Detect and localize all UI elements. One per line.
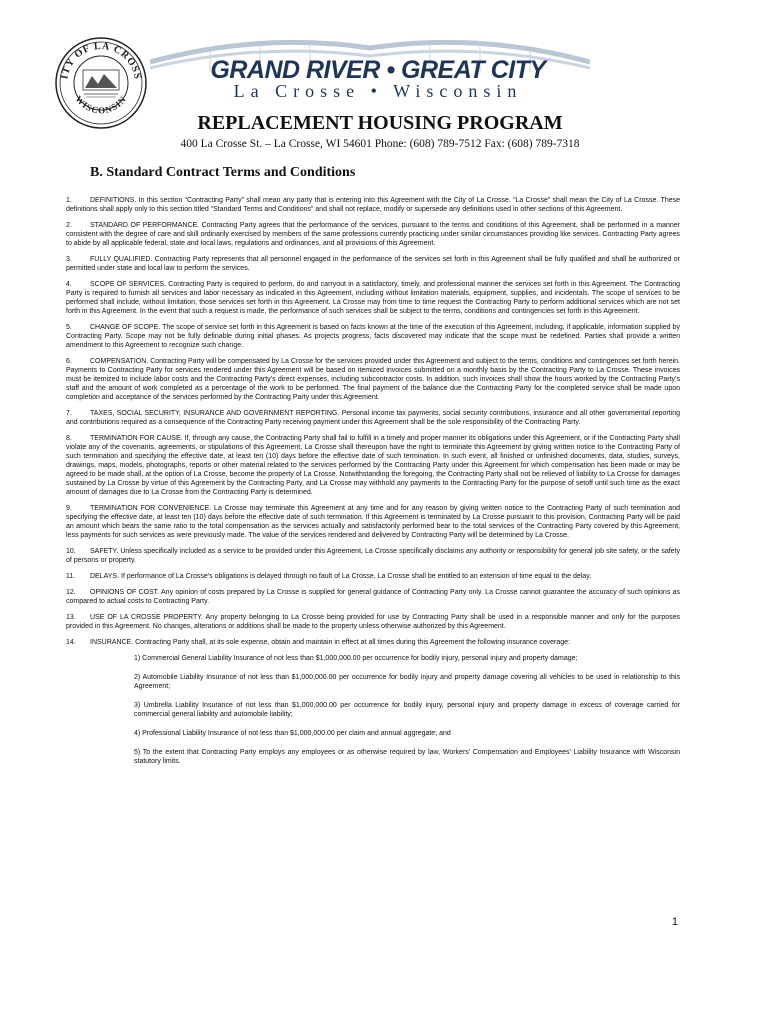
clause-text: DELAYS. If performance of La Crosse’s obligations is delayed through no fault of La Crosse, La Crosse shall be entitled to an extension of time equal to the delay. [90, 573, 592, 580]
contract-clause [66, 504, 680, 540]
clause-text: SAFETY. Unless specifically included as a service to be provided under this Agreement, La Crosse specifically disclaims any authority or responsibility for general job site safety, or the safety of persons or property. [66, 548, 680, 564]
contract-clause [66, 323, 680, 350]
clause-number: 12. [66, 589, 76, 596]
insurance-item: 5) To the extent that Contracting Party employs any employees or as otherwise required by law, Workers’ Compensation and Employees’ Liability Insurance with Wisconsin statutory limits. [134, 749, 680, 765]
seal-icon [54, 36, 148, 130]
clause-number: 13. [66, 614, 76, 621]
insurance-item: 3) Umbrella Liability Insurance of not less than $1,000,000.00 per occurrence for bodily injury, personal injury and property damage in excess of coverage carried for commercial general liability and automobile liability; [134, 702, 680, 718]
contract-clause [66, 572, 680, 581]
insurance-item: 2) Automobile Liability Insurance of not less than $1,000,000.00 per occurrence for bodily injury and property damage covering all vehicles to be used in relationship to this Agreement; [134, 674, 680, 690]
clause-number: 14. [66, 639, 76, 646]
clause-text: OPINIONS OF COST. Any opinion of costs prepared by La Crosse is supplied for general guidance of Contracting Party only. La Crosse cannot guarantee the accuracy of such opinions as compared to actual costs to Contracting Party. [66, 589, 680, 605]
contract-clause [66, 280, 680, 316]
clause-number: 9. [66, 505, 72, 512]
contract-clause [66, 357, 680, 402]
clause-number: 8. [66, 435, 72, 442]
clause-text: DEFINITIONS. In this section “Contracting Party” shall mean any party that is entering into this Agreement with the City of La Crosse. “La Crosse” shall mean the City of La Crosse. These definitions shall apply only to this section titled “Standard Terms and Conditions” and shall not replace, modify or supersede any definitions used in other sections of this Agreement. [66, 197, 680, 213]
clause-text: TAXES, SOCIAL SECURITY, INSURANCE AND GOVERNMENT REPORTING. Personal income tax payments, social security contributions, insurance and all other governmental reporting and contributions required as a consequence of the Contracting Party receiving payment under this Agreement shall be the sole responsibility of the Contracting Party. [66, 410, 680, 426]
contract-clause [66, 613, 680, 631]
clause-number: 6. [66, 358, 72, 365]
seal-bottom-text: WISCONSIN [73, 93, 129, 116]
clause-number: 1. [66, 197, 72, 204]
contract-terms [66, 196, 680, 776]
insurance-item: 1) Commercial General Liability Insurance of not less than $1,000,000.00 per occurrence for bodily injury, personal injury and property damage; [134, 655, 578, 662]
clause-number: 4. [66, 281, 72, 288]
contract-clause [66, 255, 680, 273]
contract-clause [66, 547, 680, 565]
clause-number: 11. [66, 573, 76, 580]
contract-clause [66, 434, 680, 497]
city-seal [54, 36, 148, 130]
contract-clause [66, 196, 680, 214]
clause-number: 5. [66, 324, 72, 331]
brand-subtitle: La Crosse • Wisconsin [233, 81, 523, 101]
brand-block [178, 56, 578, 100]
clause-text: TERMINATION FOR CAUSE. If, through any cause, the Contracting Party shall fail to fulfill in a timely and proper manner its obligations under this Agreement, or if the Contracting Party shall violate any of the covenants, agreements, or stipulations of this Agreement, La Crosse shall thereupon have the right to terminate this Agreement by giving written notice to the Contracting Party of such termination and specifying the effective date, at least ten (10) days before the effective date of such termination. In such event, all finished or unfinished documents, data, studies, surveys, drawings, maps, models, photographs, reports or other material related to the services performed by the Contracting Party under this Agreement for which compensation has been made or may be agreed to be made shall, at the option of La Crosse, become the property of La Crosse. Notwithstanding the foregoing, the Contracting Party shall not be relieved of liability to La Crosse for damages sustained by La Crosse by virtue of this Agreement by the Contracting Party, and La Crosse may withhold any payments to the Contracting Party for the purpose of setoff until such time as the exact amount of damages due to La Crosse from the Contracting Party is determined. [66, 435, 680, 496]
clause-number: 10. [66, 548, 76, 555]
insurance-item: 4) Professional Liability Insurance of not less than $1,000,000.00 per claim and annual aggregate; and [134, 730, 451, 737]
clause-text: INSURANCE. Contracting Party shall, at its sole expense, obtain and maintain in effect at all times during this Agreement the following insurance coverage: [90, 639, 571, 646]
clause-text: FULLY QUALIFIED. Contracting Party represents that all personnel engaged in the performance of the services set forth in this Agreement shall be fully qualified and shall be authorized or permitted under state and local law to perform the services. [66, 256, 680, 272]
clause-text: CHANGE OF SCOPE. The scope of service set forth in this Agreement is based on facts known at the time of the execution of this Agreement, including, if applicable, information supplied by Contracting Party. Scope may not be fully definable during initial phases. As projects progress, facts discovered may indicate that the scope must be redefined. Parties shall provide a written amendment to this Agreement to recognize such change. [66, 324, 680, 349]
seal-top-text: ITY OF LA CROSS [59, 40, 143, 81]
address-line: 400 La Crosse St. – La Crosse, WI 54601 Phone: (608) 789-7512 Fax: (608) 789-7318 [180, 138, 580, 150]
clause-text: TERMINATION FOR CONVENIENCE. La Crosse may terminate this Agreement at any time and for any reason by giving written notice to the Contracting Party of such termination and specifying the effective date, at least ten (10) days before the effective date of such termination. If this Agreement is terminated by La Crosse pursuant to this provision, Contracting Party will be paid an amount which bears the same ratio to the total compensation as the services actually and satisfactorily performed bear to the total services of the Contracting Party covered by this Agreement, less payments for such services as were previously made. The value of the services rendered and delivered by Contracting Party will be determined by La Crosse. [66, 505, 680, 539]
contract-clause [66, 588, 680, 606]
clause-number: 7. [66, 410, 72, 417]
clause-text: COMPENSATION. Contracting Party will be compensated by La Crosse for the services provided under this Agreement and subject to the terms, conditions and contingences set forth herein. Payments to Contracting Party for services rendered under this Agreement will be based on itemized invoices submitted on a monthly basis by the Contracting Party to La Crosse. These invoices must be itemized to include labor costs and the Contracting Party’s direct expenses, including subcontractor costs. In addition, such invoices shall show the hours worked by the Contracting Party’s staff and the amount of work completed as a percentage of the work to be performed. The final payment of the balance due the Contracting Party for the completed service shall be made upon completion and acceptance of the services performed by the Contracting Party under this Agreement. [66, 358, 680, 401]
clause-text: STANDARD OF PERFORMANCE. Contracting Party agrees that the performance of the services, pursuant to the terms and conditions of this Agreement, shall be performed in a manner consistent with the degree of care and skill ordinarily exercised by members of the same professions currently practicing under similar circumstances providing like services. Contracting Party agrees to abide by all applicable federal, state and local laws, regulations and ordinances, and all provisions of this Agreement. [66, 222, 680, 247]
program-title: REPLACEMENT HOUSING PROGRAM [197, 112, 563, 134]
svg-text:CITY OF LA CROSSE [54, 36, 143, 81]
contract-clause [66, 409, 680, 427]
clause-text: USE OF LA CROSSE PROPERTY. Any property belonging to La Crosse being provided for use by Contracting Party shall be used in a responsible manner and only for the purposes provided in this Agreement. No changes, alterations or additions shall be made to the property unless otherwise authorized by this Agreement. [66, 614, 680, 630]
page-number: 1 [671, 916, 678, 928]
section-title: B. Standard Contract Terms and Conditions [90, 165, 356, 180]
contract-clause [66, 221, 680, 248]
clause-text: SCOPE OF SERVICES. Contracting Party is required to perform, do and carryout in a satisfactory, timely, and professional manner the services set forth in this Agreement. The Contracting Party is required to furnish all services and labor necessary as indicated in this Agreement, including without limitation materials, equipment, supplies, and incidentals. The scope of services to be performed shall include, without limitation, those services set forth in this Agreement. La Crosse may from time to time request the Contracting Party to perform additional services which are not set forth in this Agreement. In the event that such a request is made, the performance of such services shall be subject to the terms, conditions and contingencies set forth in this Agreement. [66, 281, 680, 315]
clause-number: 3. [66, 256, 72, 263]
contract-clause [66, 638, 680, 647]
clause-number: 2. [66, 222, 72, 229]
brand-title: GRAND RIVER • GREAT CITY [210, 56, 546, 84]
